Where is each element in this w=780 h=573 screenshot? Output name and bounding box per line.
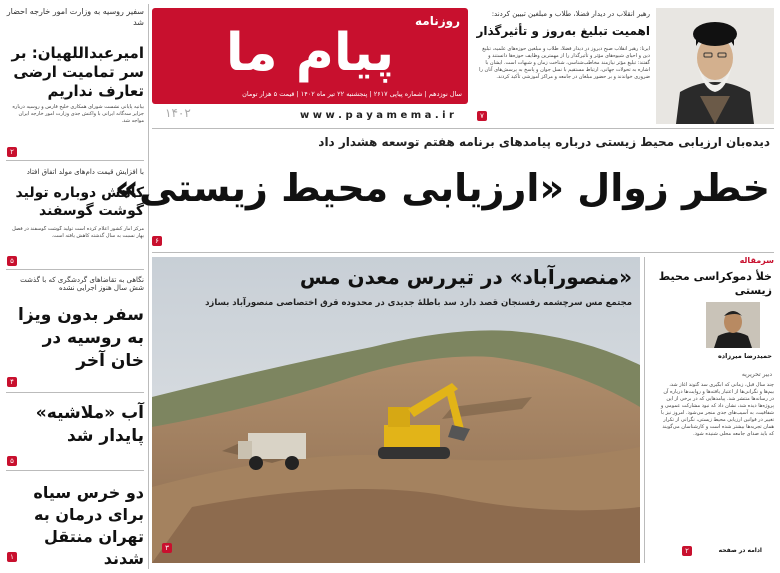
editorial-role: دبیر تحریریه — [741, 371, 772, 378]
editorial-photo — [706, 302, 760, 348]
lead-kicker: دیده‌بان ارزیابی محیط زیستی درباره پیامدهای برنامه هفتم توسعه هشدار داد — [318, 135, 770, 149]
editorial-headline[interactable]: خلأ دموکراسی محیط زیستی — [658, 270, 772, 297]
editorial-continued[interactable]: ادامه در صفحه — [718, 547, 762, 554]
photo-headline[interactable]: «منصورآباد» در تیررس معدن مس — [299, 265, 632, 289]
top-right-headline[interactable]: اهمیت تبلیغ به‌روز و تأثیرگذار — [476, 24, 650, 38]
page-number-badge: ۱ — [7, 552, 17, 562]
top-right-body: ایرنا: رهبر انقلاب صبح دیروز در دیدار فضلا، طلاب و مبلغین حوزه‌های علمیه، تبلیغ دین و احیای شیوه‌های مؤثر و تأثیرگذار را از مهمترین وظایف حوزه‌ها دانستند و گفتند: تبلیغ مؤثر نیازمند مخاطب‌شناسی، شناخت زمان و شبهات است. ایشان با اشاره به تحولات جهانی، ارتباط مستقیم با نسل جوان و پاسخ به پرسش‌های آنان را ضروری خواندند و بر حضور مبلغان در جامعه و مراکز آموزشی تأکید کردند. — [479, 46, 650, 80]
masthead-watermark: ۱۴۰۲ — [165, 106, 191, 120]
page-number-badge: ۳ — [162, 543, 172, 553]
page-number-badge: ۴ — [7, 377, 17, 387]
page-number-badge: ۵ — [7, 456, 17, 466]
page-number-badge: ۲ — [7, 147, 17, 157]
top-right-kicker: رهبر انقلاب در دیدار فضلا، طلاب و مبلغین تبیین کردند: — [491, 10, 650, 18]
page-number-badge: ۵ — [7, 256, 17, 266]
editorial-section: سرمقاله — [739, 256, 774, 265]
left-item4-headline[interactable]: آب «ملاشیه» پایدار شد — [35, 403, 144, 446]
photo-sub: مجتمع مس سرچشمه رفسنجان قصد دارد سد باطلهٔ جدیدی در محدوده قرق اختصاصی منصورآباد بسازد — [205, 298, 632, 308]
masthead-label: روزنامه — [415, 14, 460, 28]
left-item2-body: مرکز آمار کشور اعلام کرده است تولید گوشت گوسفند در فصل بهار نسبت به سال گذشته کاهش یافته است. — [12, 226, 144, 239]
masthead-edition: سال نوزدهم | شماره پیاپی ۲۶۱۷ | پنجشنبه ۲۲ تیر ماه ۱۴۰۲ | قیمت ۵ هزار تومان — [242, 90, 462, 98]
masthead-website[interactable]: w w w . p a y a m e m a . i r — [300, 110, 454, 121]
left-item5-headline[interactable]: دو خرس سیاه برای درمان به تهران منتقل شدند — [33, 483, 144, 568]
editorial-body: چند سال قبل، زمانی که آبگیری سد گتوند آغاز شد، بیم‌ها و نگرانی‌ها از اعتبار یافته‌ها و روایت‌ها درباره آن در رسانه‌ها منتشر شد. پیامدهایی که در برخی از این پروژه‌ها دیده شد، نشان داد که نبود مشارکت عمومی و شفافیت، به آسیب‌های جدی منجر می‌شود. امروز نیز با تغییر در قوانین ارزیابی محیط زیستی، نگرانی از تکرار همان تجربه‌ها بیشتر شده است و کارشناسان می‌گویند که باید صدای جامعه محلی شنیده شود. — [660, 382, 774, 437]
leader-photo — [656, 8, 774, 124]
left-item1-kicker: سفیر روسیه به وزارت امور خارجه احضار شد — [6, 7, 144, 27]
left-item2-kicker: با افزایش قیمت دام‌های مولد اتفاق افتاد — [26, 168, 144, 176]
photo-story[interactable] — [152, 257, 640, 563]
editorial-author: حمیدرضا میرزاده — [717, 352, 772, 360]
masthead-logo: پیام ما — [225, 23, 395, 83]
left-item1-body: بیانیه پایانی نشست شورای همکاری خلیج فارس و روسیه درباره جزایر سه‌گانه ایرانی با واکنش جدی وزارت امور خارجه ایران مواجه شد. — [12, 104, 144, 124]
page-number-badge: ۶ — [152, 236, 162, 246]
left-item2-headline[interactable]: کاهش دوباره تولید گوشت گوسفند — [15, 185, 144, 219]
page-number-badge: ۷ — [477, 111, 487, 121]
left-item1-headline[interactable]: امیرعبداللهیان: بر سر تمامیت ارضی تعارف نداریم — [11, 44, 144, 100]
page-number-badge: ۲ — [682, 546, 692, 556]
masthead — [152, 8, 468, 104]
left-item3-headline[interactable]: سفر بدون ویزا به روسیه در خان آخر — [18, 305, 144, 371]
lead-headline[interactable]: خطر زوال «ارزیابی محیط زیستی» — [114, 166, 770, 210]
left-item3-kicker: نگاهی به تقاضاهای گردشگری که با گذشت شش سال هنوز اجرایی نشده — [20, 276, 144, 292]
